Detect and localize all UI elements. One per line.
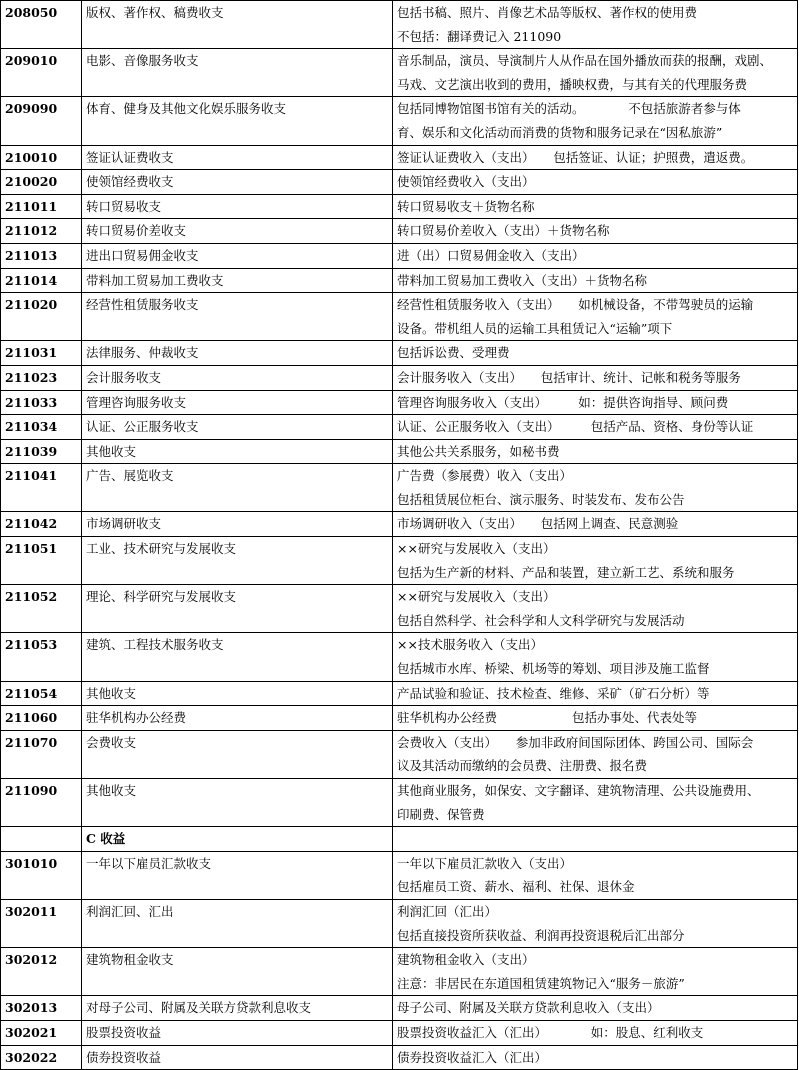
- item-code: 211053: [1, 633, 82, 681]
- description-line: 会费收入（支出） 参加非政府间国际团体、跨国公司、国际会: [397, 734, 754, 750]
- description-line: 市场调研收入（支出） 包括网上调查、民意测验: [397, 516, 679, 532]
- description-line: 包括为生产新的材料、产品和装置，建立新工艺、系统和服务: [397, 564, 735, 580]
- item-description: [393, 585, 798, 633]
- item-code: 302013: [1, 996, 82, 1021]
- description-line: 认证、公正服务收入（支出） 包括产品、资格、身份等认证: [397, 419, 754, 435]
- item-description: [393, 268, 798, 293]
- description-line: 债券投资收益汇入（汇出）: [397, 1049, 548, 1065]
- description-line: 产品试验和验证、技术检查、维修、采矿（矿石分析）等: [397, 685, 710, 701]
- item-description: [393, 948, 798, 996]
- description-line: 建筑物租金收入（支出）: [397, 952, 535, 968]
- table-row: [1, 1, 798, 49]
- table-row: [1, 341, 798, 366]
- item-code: 302022: [1, 1045, 82, 1070]
- table-row: [1, 415, 798, 440]
- description-line: 利润汇回（汇出）: [397, 903, 498, 919]
- description-line: 管理咨询服务收入（支出） 如：提供咨询指导、顾问费: [397, 394, 729, 410]
- table-row: [1, 996, 798, 1021]
- description-line: ××研究与发展收入（支出）: [397, 541, 556, 557]
- item-description: [393, 1045, 798, 1070]
- table-row: [1, 681, 798, 706]
- item-description: [393, 390, 798, 415]
- description-line: 包括城市水库、桥梁、机场等的筹划、项目涉及施工监督: [397, 661, 710, 677]
- item-name: 广告、展览收支: [82, 464, 393, 512]
- item-description: [393, 681, 798, 706]
- item-code: 211033: [1, 390, 82, 415]
- item-code: 211023: [1, 365, 82, 390]
- item-name: 进出口贸易佣金收支: [82, 243, 393, 268]
- table-row: [1, 899, 798, 947]
- item-description: [393, 827, 798, 852]
- item-name: 股票投资收益: [82, 1020, 393, 1045]
- description-line: 母子公司、附属及关联方贷款利息收入（支出）: [397, 1000, 660, 1016]
- item-code: 211041: [1, 464, 82, 512]
- description-line: 育、娱乐和文化活动而消费的货物和服务记录在“因私旅游”: [397, 124, 723, 140]
- section-title: C 收益: [82, 827, 393, 852]
- item-description: [393, 341, 798, 366]
- description-line: 股票投资收益汇入（汇出） 如：股息、红利收支: [397, 1024, 704, 1040]
- item-description: [393, 243, 798, 268]
- table-row: [1, 512, 798, 537]
- table-row: [1, 464, 798, 512]
- description-line: 其他商业服务，如保安、文字翻译、建筑物清理、公共设施费用、: [397, 783, 760, 798]
- item-code: 211034: [1, 415, 82, 440]
- item-name: 其他收支: [82, 439, 393, 464]
- item-code: 301010: [1, 851, 82, 899]
- description-line: 包括自然科学、社会科学和人文科学研究与发展活动: [397, 612, 685, 628]
- table-row: [1, 194, 798, 219]
- item-name: 利润汇回、汇出: [82, 899, 393, 947]
- item-code: 211039: [1, 439, 82, 464]
- item-code: 211051: [1, 537, 82, 585]
- description-line: 印刷费、保管费: [397, 806, 485, 822]
- item-description: [393, 49, 798, 97]
- code-table-body: [1, 1, 798, 1070]
- item-name: 建筑物租金收支: [82, 948, 393, 996]
- description-line: 包括租赁展位柜台、演示服务、时装发布、发布公告: [397, 491, 685, 507]
- item-description: [393, 633, 798, 681]
- item-name: 工业、技术研究与发展收支: [82, 537, 393, 585]
- description-line: 包括直接投资所获收益、利润再投资退税后汇出部分: [397, 927, 685, 943]
- item-description: [393, 512, 798, 537]
- item-description: [393, 293, 798, 341]
- item-description: [393, 219, 798, 244]
- description-line: 议及其活动而缴纳的会员费、注册费、报名费: [397, 758, 648, 774]
- item-description: [393, 851, 798, 899]
- item-code: 211052: [1, 585, 82, 633]
- item-description: [393, 996, 798, 1021]
- item-code: 211013: [1, 243, 82, 268]
- item-name: 其他收支: [82, 681, 393, 706]
- item-description: [393, 1, 798, 49]
- description-line: 注意：非居民在东道国租赁建筑物记入“服务－旅游”: [397, 975, 685, 991]
- item-code: 211060: [1, 706, 82, 731]
- description-line: 广告费（参展费）收入（支出）: [397, 468, 573, 484]
- description-line: 其他公共关系服务，如秘书费: [397, 443, 560, 459]
- table-row: [1, 730, 798, 778]
- item-code: 211042: [1, 512, 82, 537]
- description-line: 转口贸易价差收入（支出）＋货物名称: [397, 223, 610, 239]
- table-row: [1, 537, 798, 585]
- description-line: 转口贸易收支＋货物名称: [397, 198, 535, 214]
- description-line: 包括诉讼费、受理费: [397, 345, 510, 361]
- table-row: [1, 293, 798, 341]
- item-code: 211011: [1, 194, 82, 219]
- description-line: 音乐制品，演员、导演制片人从作品在国外播放而获的报酬，戏剧、: [397, 53, 773, 69]
- item-name: 会费收支: [82, 730, 393, 778]
- item-name: 签证认证费收支: [82, 145, 393, 170]
- item-code: 210010: [1, 145, 82, 170]
- item-description: [393, 145, 798, 170]
- description-line: ××技术服务收入（支出）: [397, 637, 543, 653]
- item-name: 带料加工贸易加工费收支: [82, 268, 393, 293]
- description-line: 签证认证费收入（支出） 包括签证、认证；护照费，遣返费。: [397, 149, 754, 165]
- item-description: [393, 97, 798, 145]
- description-line: 会计服务收入（支出） 包括审计、统计、记帐和税务等服务: [397, 369, 741, 385]
- table-row: [1, 585, 798, 633]
- item-code: 302011: [1, 899, 82, 947]
- item-code: 211012: [1, 219, 82, 244]
- item-description: [393, 779, 798, 827]
- item-description: [393, 194, 798, 219]
- item-code: 211090: [1, 779, 82, 827]
- table-row: [1, 633, 798, 681]
- item-name: 法律服务、仲裁收支: [82, 341, 393, 366]
- table-row: [1, 779, 798, 827]
- item-description: [393, 170, 798, 195]
- table-row: [1, 706, 798, 731]
- table-row: [1, 243, 798, 268]
- item-name: 体育、健身及其他文化娱乐服务收支: [82, 97, 393, 145]
- item-name: 使领馆经费收支: [82, 170, 393, 195]
- item-description: [393, 415, 798, 440]
- item-name: 债券投资收益: [82, 1045, 393, 1070]
- item-code: 209090: [1, 97, 82, 145]
- item-description: [393, 899, 798, 947]
- item-code: 208050: [1, 1, 82, 49]
- description-line: 不包括：翻译费记入 211090: [397, 28, 562, 44]
- item-name: 理论、科学研究与发展收支: [82, 585, 393, 633]
- description-line: 马戏、文艺演出收到的费用，播映权费，与其有关的代理服务费: [397, 76, 748, 92]
- item-code: 211054: [1, 681, 82, 706]
- table-row: [1, 851, 798, 899]
- description-line: 带料加工贸易加工费收入（支出）＋货物名称: [397, 272, 648, 288]
- table-row: [1, 268, 798, 293]
- item-name: 对母子公司、附属及关联方贷款利息收支: [82, 996, 393, 1021]
- item-code: 210020: [1, 170, 82, 195]
- table-row: [1, 97, 798, 145]
- table-row: [1, 1020, 798, 1045]
- description-line: ××研究与发展收入（支出）: [397, 589, 556, 605]
- item-name: 一年以下雇员汇款收支: [82, 851, 393, 899]
- item-name: 经营性租赁服务收支: [82, 293, 393, 341]
- item-code: 211031: [1, 341, 82, 366]
- item-description: [393, 730, 798, 778]
- item-description: [393, 1020, 798, 1045]
- item-code: 211070: [1, 730, 82, 778]
- item-description: [393, 537, 798, 585]
- description-line: 设备。带机组人员的运输工具租赁记入“运输”项下: [397, 320, 673, 336]
- item-code: [1, 827, 82, 852]
- item-code: 211014: [1, 268, 82, 293]
- table-row: [1, 365, 798, 390]
- item-description: [393, 464, 798, 512]
- item-code: 302012: [1, 948, 82, 996]
- description-line: 经营性租赁服务收入（支出） 如机械设备，不带驾驶员的运输: [397, 297, 754, 313]
- table-row: [1, 948, 798, 996]
- item-name: 会计服务收支: [82, 365, 393, 390]
- description-line: 进（出）口贸易佣金收入（支出）: [397, 247, 585, 263]
- table-row: [1, 390, 798, 415]
- table-row: [1, 1045, 798, 1070]
- item-name: 其他收支: [82, 779, 393, 827]
- description-line: 使领馆经费收入（支出）: [397, 174, 535, 190]
- item-name: 转口贸易收支: [82, 194, 393, 219]
- section-header-row: [1, 827, 798, 852]
- description-line: 驻华机构办公经费 包括办事处、代表处等: [397, 710, 698, 726]
- item-code: 211020: [1, 293, 82, 341]
- item-name: 转口贸易价差收支: [82, 219, 393, 244]
- description-line: 包括雇员工资、薪水、福利、社保、退休金: [397, 879, 635, 895]
- item-description: [393, 706, 798, 731]
- item-name: 建筑、工程技术服务收支: [82, 633, 393, 681]
- table-row: [1, 49, 798, 97]
- table-row: [1, 170, 798, 195]
- item-name: 驻华机构办公经费: [82, 706, 393, 731]
- item-name: 认证、公正服务收支: [82, 415, 393, 440]
- table-row: [1, 439, 798, 464]
- item-code: 209010: [1, 49, 82, 97]
- item-description: [393, 439, 798, 464]
- item-code: 302021: [1, 1020, 82, 1045]
- description-line: 包括书稿、照片、肖像艺术品等版权、著作权的使用费: [397, 5, 698, 20]
- item-description: [393, 365, 798, 390]
- description-line: 一年以下雇员汇款收入（支出）: [397, 855, 573, 871]
- item-name: 市场调研收支: [82, 512, 393, 537]
- table-row: [1, 219, 798, 244]
- table-row: [1, 145, 798, 170]
- item-name: 版权、著作权、稿费收支: [82, 1, 393, 49]
- item-name: 电影、音像服务收支: [82, 49, 393, 97]
- description-line: 包括同博物馆图书馆有关的活动。 不包括旅游者参与体: [397, 101, 741, 117]
- item-name: 管理咨询服务收支: [82, 390, 393, 415]
